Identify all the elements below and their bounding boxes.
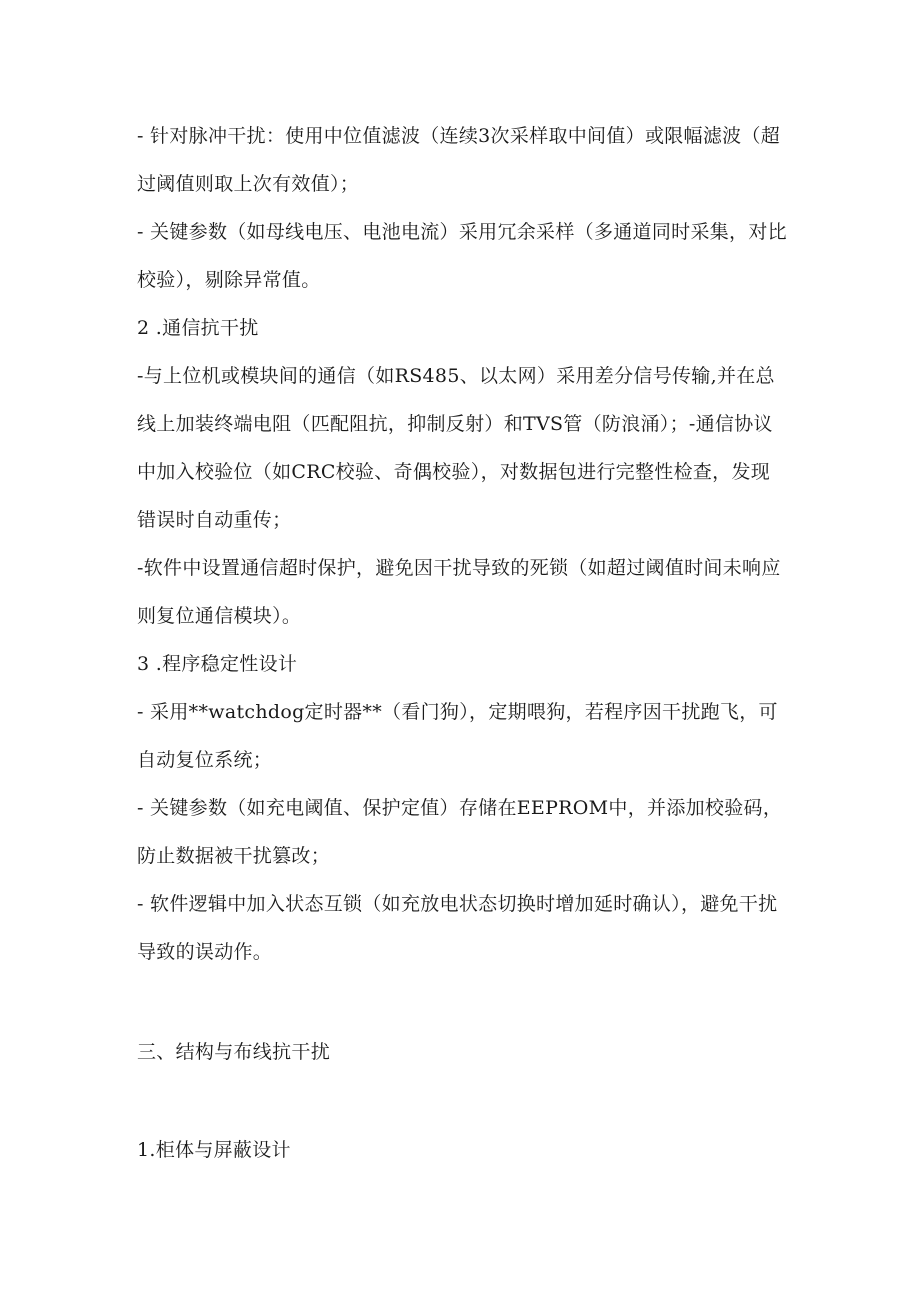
paragraph-pulse-filter: - 针对脉冲干扰：使用中位值滤波（连续3次采样取中间值）或限幅滤波（超过阈值则取上次有效值）； (137, 125, 781, 195)
paragraph-watchdog: - 采用**watchdog定时器**（看门狗），定期喂狗，若程序因干扰跑飞，可自动复位系统； (137, 701, 778, 771)
heading-program-stability: 3 .程序稳定性设计 (137, 653, 298, 675)
subheading-cabinet-shielding: 1.柜体与屏蔽设计 (137, 1139, 291, 1161)
heading-communication: 2 .通信抗干扰 (137, 317, 259, 339)
paragraph-eeprom: - 关键参数（如充电阈值、保护定值）存储在EEPROM中，并添加校验码，防止数据被干扰篡改； (137, 797, 783, 867)
section-heading-structure-wiring: 三、结构与布线抗干扰 (137, 1041, 331, 1063)
paragraph-state-interlock: - 软件逻辑中加入状态互锁（如充放电状态切换时增加延时确认），避免干扰导致的误动作。 (137, 893, 778, 963)
document-body (137, 112, 787, 1174)
paragraph-differential-signal: -与上位机或模块间的通信（如RS485、以太网）采用差分信号传输,并在总线上加装终端电阻（匹配阻抗，抑制反射）和TVS管（防浪涌）；-通信协议中加入校验位（如CRC校验、奇偶校验），对数据包进行完整性检查，发现错误时自动重传； (137, 365, 775, 531)
paragraph-timeout-protection: -软件中设置通信超时保护，避免因干扰导致的死锁（如超过阈值时间未响应则复位通信模块）。 (137, 557, 781, 627)
paragraph-redundant-sampling: - 关键参数（如母线电压、电池电流）采用冗余采样（多通道同时采集，对比校验），剔除异常值。 (137, 221, 787, 291)
